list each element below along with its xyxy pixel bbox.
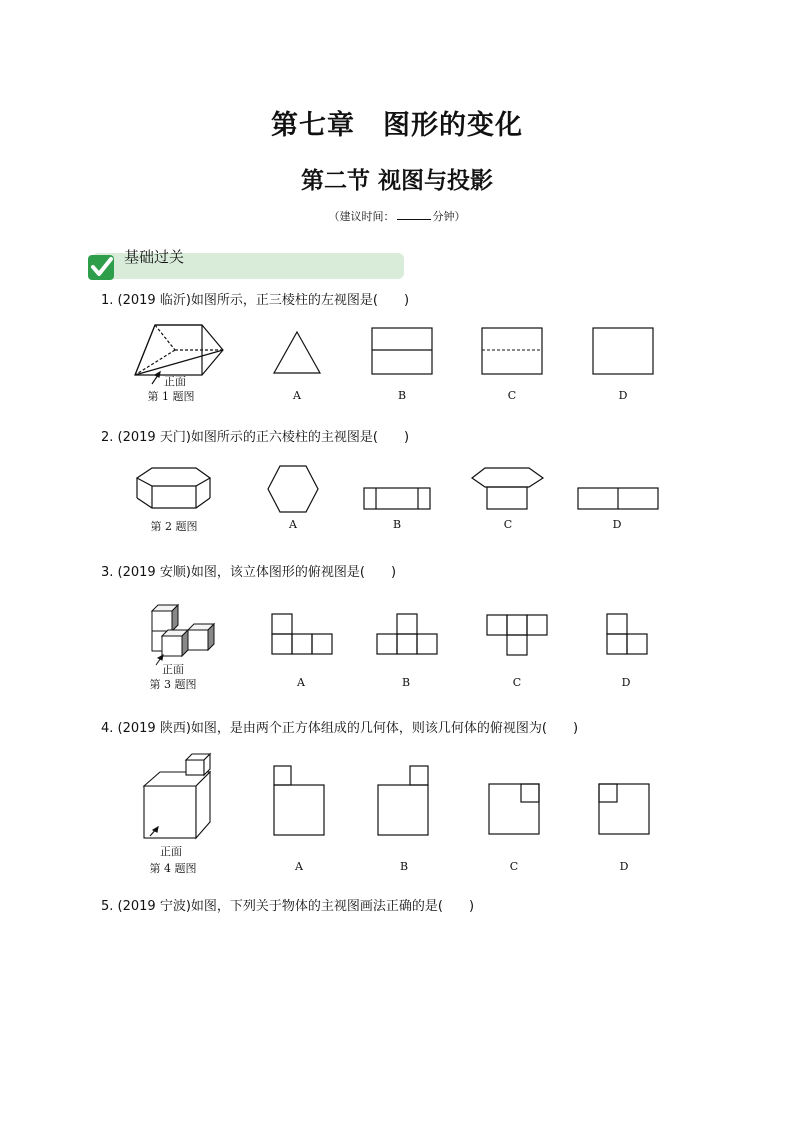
q1-front-label: 正面 bbox=[164, 375, 186, 388]
q3-option-d-label: D bbox=[621, 676, 631, 689]
q4-option-c-label: C bbox=[509, 860, 519, 873]
q1-option-b-figure[interactable] bbox=[371, 327, 433, 375]
suggested-time bbox=[0, 208, 794, 224]
q4-option-c-figure[interactable] bbox=[488, 783, 540, 835]
question-1-text: 1. (2019 临沂)如图所示，正三棱柱的左视图是( ) bbox=[101, 293, 410, 308]
q3-option-d-figure[interactable] bbox=[606, 613, 648, 655]
q2-option-d-label: D bbox=[612, 518, 622, 531]
q3-cube-stack-figure bbox=[148, 603, 222, 667]
q1-option-d-figure[interactable] bbox=[592, 327, 654, 375]
q1-option-b-label: B bbox=[397, 389, 407, 402]
q1-option-c-label: C bbox=[507, 389, 517, 402]
q3-option-c-label: C bbox=[512, 676, 522, 689]
chapter-title: 第七章 图形的变化 bbox=[271, 110, 523, 141]
time-blank bbox=[397, 219, 431, 220]
q3-option-a-figure[interactable] bbox=[271, 613, 333, 655]
q3-option-c-figure[interactable] bbox=[486, 614, 548, 656]
q2-option-b-figure[interactable] bbox=[363, 487, 431, 511]
time-prefix: （建议时间： bbox=[328, 210, 395, 223]
q1-option-d-label: D bbox=[618, 389, 628, 402]
q3-option-b-label: B bbox=[401, 676, 411, 689]
q2-option-a-label: A bbox=[289, 518, 297, 531]
q3-option-a-label: A bbox=[297, 676, 305, 689]
q2-figure-caption: 第 2 题图 bbox=[150, 520, 198, 533]
q4-option-b-figure[interactable] bbox=[377, 765, 429, 837]
q4-option-d-figure[interactable] bbox=[598, 783, 650, 835]
q2-option-b-label: B bbox=[392, 518, 402, 531]
question-3-text: 3. (2019 安顺)如图，该立体图形的俯视图是( ) bbox=[101, 565, 397, 580]
q3-front-label: 正面 bbox=[162, 663, 184, 676]
q1-option-a-label: A bbox=[293, 389, 301, 402]
q1-figure-caption: 第 1 题图 bbox=[147, 390, 195, 403]
q4-option-d-label: D bbox=[619, 860, 629, 873]
q2-option-d-figure[interactable] bbox=[577, 487, 659, 511]
q2-option-c-figure[interactable] bbox=[471, 467, 545, 511]
question-4-text: 4. (2019 陕西)如图，是由两个正方体组成的几何体，则该几何体的俯视图为( ) bbox=[101, 721, 579, 736]
section-title: 第二节 视图与投影 bbox=[300, 167, 493, 194]
q4-option-a-label: A bbox=[295, 860, 303, 873]
q4-two-cubes-figure bbox=[140, 750, 215, 845]
checkmark-icon bbox=[87, 254, 117, 282]
q2-hexagonal-prism-figure bbox=[136, 466, 212, 510]
question-2-text: 2. (2019 天门)如图所示的正六棱柱的主视图是( ) bbox=[101, 430, 410, 445]
question-5-text: 5. (2019 宁波)如图，下列关于物体的主视图画法正确的是( ) bbox=[101, 899, 475, 914]
banner-label: 基础过关 bbox=[124, 248, 185, 266]
q3-figure-caption: 第 3 题图 bbox=[149, 678, 197, 691]
q4-option-b-label: B bbox=[399, 860, 409, 873]
q4-option-a-figure[interactable] bbox=[273, 765, 325, 837]
q1-option-c-figure[interactable] bbox=[481, 327, 543, 375]
q2-option-a-figure[interactable] bbox=[266, 465, 320, 513]
q4-figure-caption: 第 4 题图 bbox=[149, 862, 197, 875]
q3-option-b-figure[interactable] bbox=[376, 613, 438, 655]
time-suffix: 分钟） bbox=[432, 210, 466, 223]
q4-front-label: 正面 bbox=[160, 845, 182, 858]
q2-option-c-label: C bbox=[503, 518, 513, 531]
q1-option-a-figure[interactable] bbox=[272, 330, 322, 375]
